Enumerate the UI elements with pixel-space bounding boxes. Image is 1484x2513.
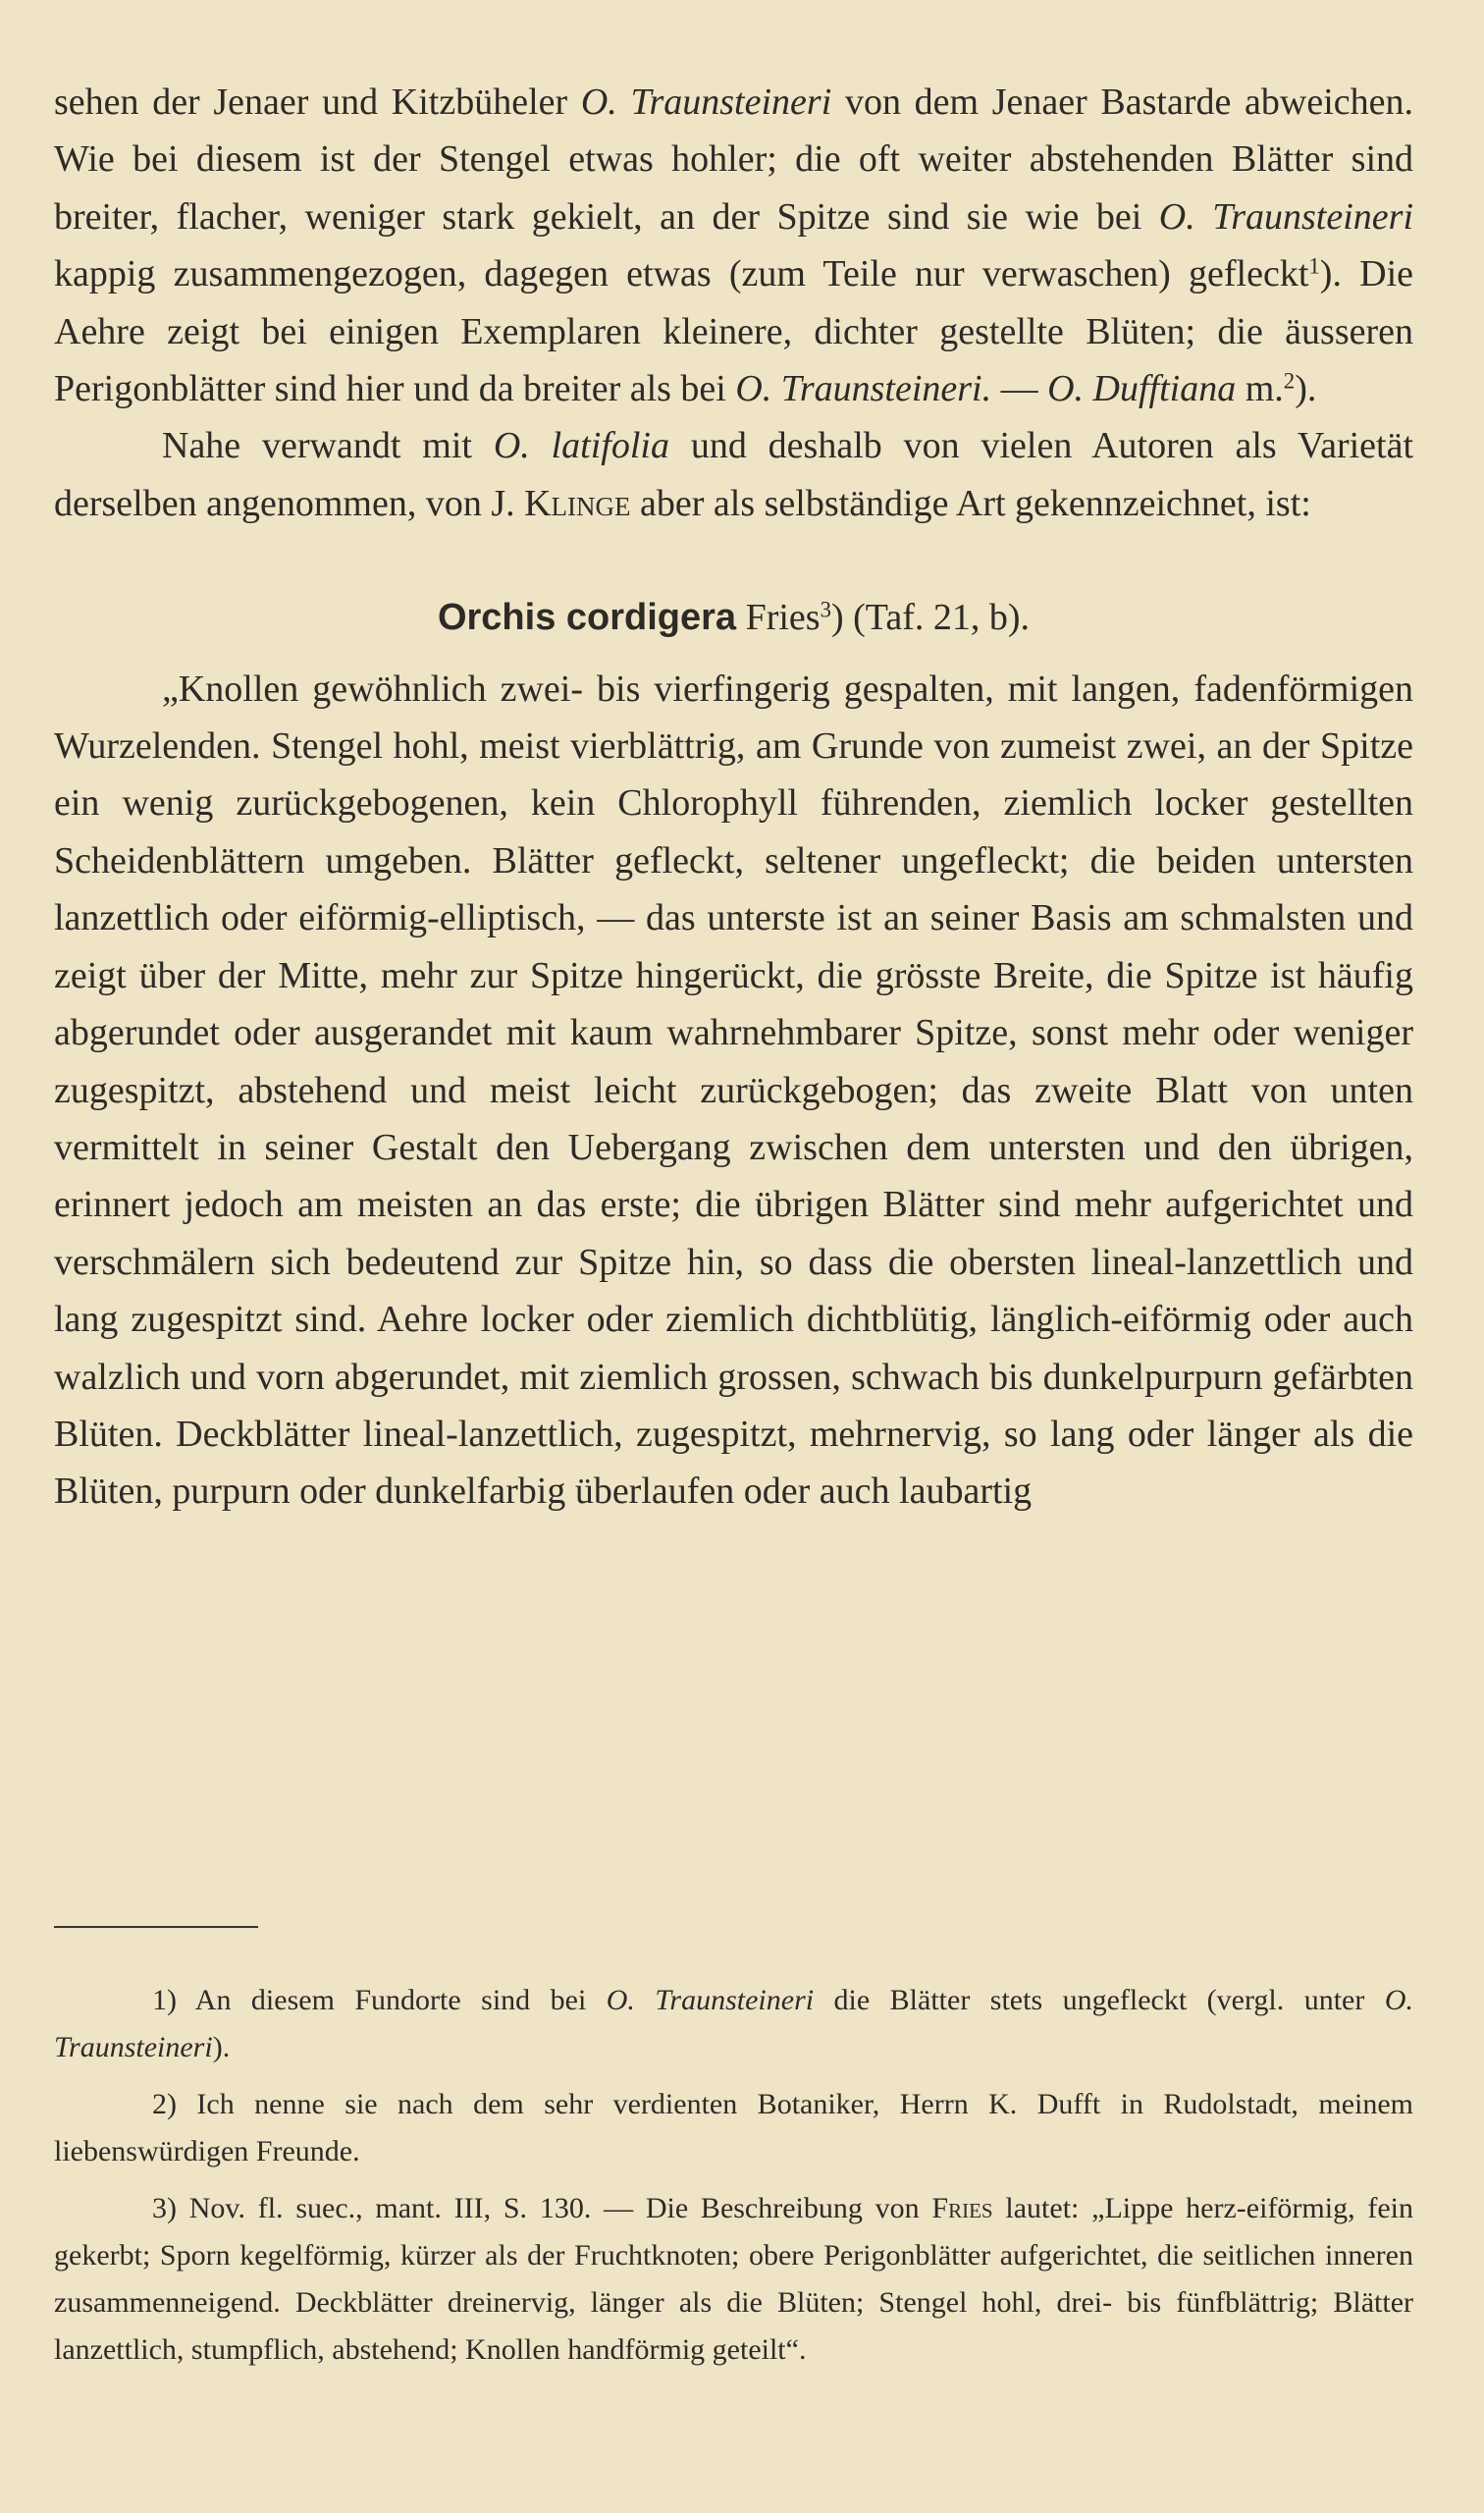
text-run: ). bbox=[212, 2031, 231, 2063]
text-run: aber als selbständige Art gekennzeichnet, ist: bbox=[630, 482, 1311, 524]
main-text bbox=[54, 74, 1413, 1521]
text-run: kappig zusammengezogen, dagegen etwas (zum Teile nur verwaschen) gefleckt bbox=[54, 253, 1309, 295]
text-run: von dem Jenaer Bastarde abweichen. Wie bei diesem ist der Stengel etwas hohler; die oft weiter abstehenden Blätter sind breiter, flacher, weniger stark gekielt, an der Spitze sind sie wie bei bbox=[54, 81, 1414, 238]
species-name: O. Dufftiana bbox=[1047, 368, 1237, 410]
section-heading bbox=[54, 589, 1413, 646]
species-name: O. latifolia bbox=[493, 425, 669, 467]
text-run: — bbox=[991, 368, 1048, 410]
footnote-divider bbox=[54, 1926, 258, 1928]
text-run: 1) An diesem Fundorte sind bei bbox=[152, 1984, 607, 2016]
text-run: m. bbox=[1236, 368, 1284, 410]
author-name: Klinge bbox=[524, 482, 631, 524]
text-run: ). bbox=[1295, 368, 1317, 410]
text-run: und deshalb von vielen Autoren als Varietät derselben angenommen, von J. bbox=[54, 425, 1414, 524]
paragraph-2 bbox=[54, 417, 1413, 532]
text-run: lautet: „Lippe herz-eiförmig, fein gekerbt; Sporn kegelförmig, kürzer als der Fruchtknoten; obere Perigonblätter aufgerichtet, die seitlichen inneren zusammenneigend. Deckblätter dreinervig, länger als die Blüten; Stengel hohl, drei- bis fünfblättrig; Blätter lanzettlich, stumpflich, abstehend; Knollen handförmig geteilt“. bbox=[54, 2192, 1413, 2366]
species-name: O. Traunsteineri bbox=[580, 81, 832, 123]
text-run: die Blätter stets ungefleckt (vergl. unter bbox=[814, 1984, 1385, 2016]
footnote-3 bbox=[54, 2185, 1413, 2374]
text-run: sehen der Jenaer und Kitzbüheler bbox=[54, 81, 581, 123]
paragraph-1 bbox=[54, 74, 1413, 417]
text-run: 3) Nov. fl. suec., mant. III, S. 130. — Die Beschreibung von bbox=[152, 2192, 932, 2224]
species-name: O. Traunsteineri bbox=[1158, 195, 1413, 238]
text-run: ). Die Aehre zeigt bei einigen Exemplaren kleinere, dichter gestellte Blüten; die äusseren Perigonblätter sind hier und da breiter als bei bbox=[54, 253, 1413, 410]
heading-species: Orchis cordigera bbox=[437, 597, 737, 639]
footnote-1 bbox=[54, 1977, 1413, 2071]
footnotes bbox=[54, 1977, 1413, 2383]
text-run: Nahe verwandt mit bbox=[162, 425, 494, 467]
footnote-2: 2) Ich nenne sie nach dem sehr verdienten Botaniker, Herrn K. Dufft in Rudolstadt, meinem liebenswürdigen Freunde. bbox=[54, 2088, 1413, 2167]
footnote-ref-3: 3 bbox=[820, 597, 831, 622]
author-name: Fries bbox=[931, 2192, 993, 2224]
species-name: O. Traunsteineri bbox=[54, 1984, 1413, 2063]
species-name: O. Traunsteineri bbox=[606, 1984, 815, 2016]
footnote-ref-2: 2 bbox=[1283, 368, 1296, 394]
species-name: O. Traunsteineri. bbox=[735, 368, 992, 410]
heading-author: Fries bbox=[745, 597, 821, 639]
footnote-ref-1: 1 bbox=[1308, 253, 1320, 279]
paragraph-3: „Knollen gewöhnlich zwei- bis vierfingerig gespalten, mit langen, fadenförmigen Wurzelenden. Stengel hohl, meist vierblättrig, am Grunde von zumeist zwei, an der Spitze ein wenig zurückgebogenen, kein Chlorophyll führenden, ziemlich locker gestellten Scheidenblättern umgeben. Blätter gefleckt, seltener ungefleckt; die beiden untersten lanzettlich oder eiförmig-elliptisch, — das unterste ist an seiner Basis am schmalsten und zeigt über der Mitte, mehr zur Spitze hingerückt, die grösste Breite, die Spitze ist häufig abgerundet oder ausgerandet mit kaum wahrnehmbarer Spitze, sonst mehr oder weniger zugespitzt, abstehend und meist leicht zurückgebogen; das zweite Blatt von unten vermittelt in seiner Gestalt den Uebergang zwischen dem untersten und den übrigen, erinnert jedoch am meisten an das erste; die übrigen Blätter sind mehr aufgerichtet und verschmälern sich bedeutend zur Spitze hin, so dass die obersten lineal-lanzettlich und lang zugespitzt sind. Aehre locker oder ziemlich dichtblütig, länglich-eiförmig oder auch walzlich und vorn abgerundet, mit ziemlich grossen, schwach bis dunkelpurpurn gefärbten Blüten. Deckblätter lineal-lanzettlich, zugespitzt, mehrnervig, so lang oder länger als die Blüten, purpurn oder dunkelfarbig überlaufen oder auch laubartig bbox=[54, 668, 1413, 1513]
heading-plate-ref: ) (Taf. 21, b). bbox=[830, 597, 1031, 639]
